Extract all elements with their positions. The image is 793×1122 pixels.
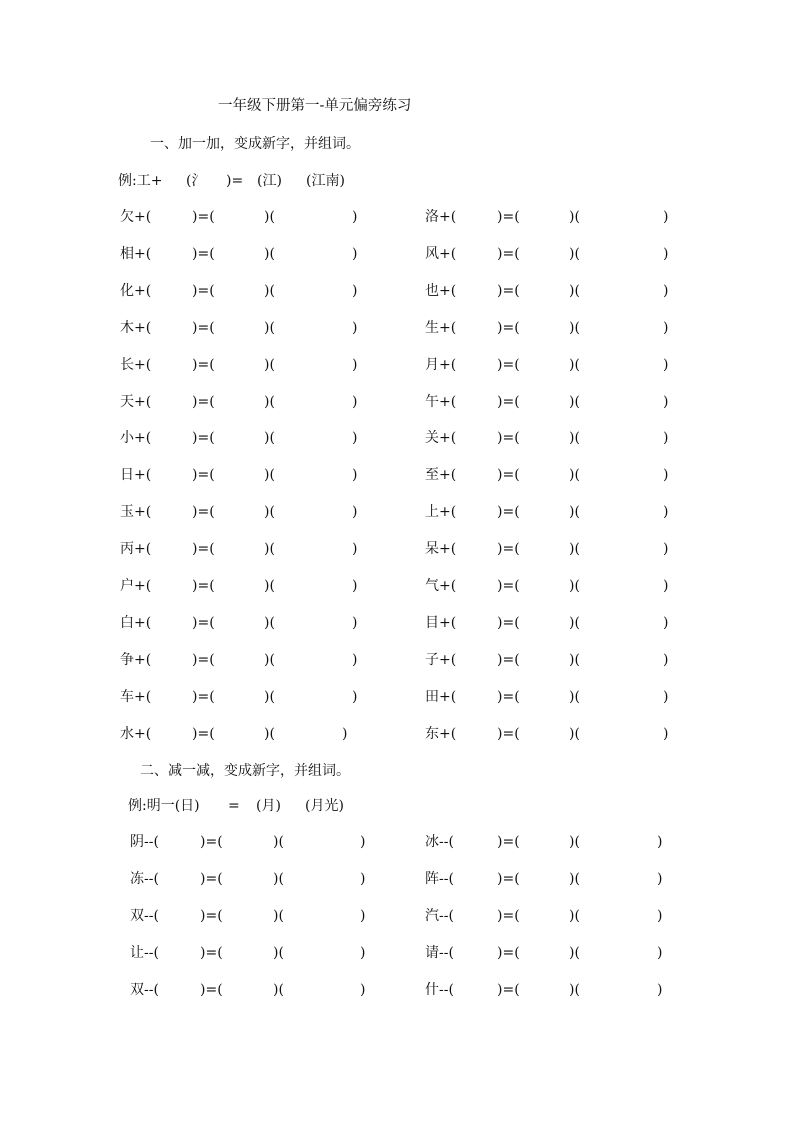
blank-close[interactable]: ) — [352, 245, 358, 262]
blank-close[interactable]: ) — [663, 430, 669, 447]
item-label: 化+( — [120, 282, 152, 299]
blank-equals[interactable]: )=( — [497, 907, 520, 924]
blank-close[interactable]: ) — [663, 282, 669, 299]
item-label: 月+( — [425, 356, 457, 373]
blank-close[interactable]: ) — [352, 578, 358, 594]
blank-close[interactable]: ) — [360, 907, 366, 924]
item-label: 水+( — [120, 725, 152, 742]
blank-equals[interactable]: )=( — [200, 944, 223, 961]
blank-close[interactable]: ) — [360, 981, 366, 998]
blank-close[interactable]: ) — [342, 725, 348, 742]
item-label: 呆+( — [425, 541, 457, 558]
item-label: 至+( — [425, 467, 457, 484]
blank-close-open[interactable]: )( — [264, 541, 275, 558]
blank-close[interactable]: ) — [360, 944, 366, 961]
blank-close[interactable]: ) — [360, 870, 366, 887]
item-label: 东+( — [425, 725, 457, 742]
blank-equals[interactable]: )=( — [200, 870, 223, 887]
blank-equals[interactable]: )=( — [497, 688, 520, 705]
blank-equals[interactable]: )=( — [497, 504, 520, 521]
blank-close-open[interactable]: )( — [569, 319, 580, 336]
item-label: 相+( — [120, 245, 152, 262]
blank-close[interactable]: ) — [352, 319, 358, 336]
blank-close[interactable]: ) — [352, 541, 358, 558]
blank-equals[interactable]: )=( — [497, 541, 520, 558]
example-part: 例:工+ — [118, 173, 163, 189]
blank-equals[interactable]: )=( — [497, 393, 520, 410]
blank-close-open[interactable]: )( — [569, 393, 580, 410]
blank-equals[interactable]: )=( — [497, 282, 520, 299]
blank-close[interactable]: ) — [352, 393, 358, 410]
blank-equals[interactable]: )=( — [192, 467, 215, 484]
item-label: 户+( — [120, 578, 152, 594]
item-label: 木+( — [120, 319, 152, 336]
blank-close-open[interactable]: )( — [273, 944, 284, 961]
blank-close-open[interactable]: )( — [273, 981, 284, 998]
example-part: )= — [226, 173, 244, 189]
blank-equals[interactable]: )=( — [497, 944, 520, 961]
item-label: 午+( — [425, 393, 457, 410]
blank-equals[interactable]: )=( — [200, 981, 223, 998]
item-label: 双--( — [130, 907, 159, 924]
blank-close[interactable]: ) — [663, 467, 669, 484]
blank-close[interactable]: ) — [657, 870, 663, 887]
blank-equals[interactable]: )=( — [497, 356, 520, 373]
item-label: 玉+( — [120, 504, 152, 521]
section1-example — [118, 172, 345, 280]
blank-close-open[interactable]: )( — [569, 209, 580, 225]
blank-close-open[interactable]: )( — [273, 907, 284, 924]
blank-close-open[interactable]: )( — [569, 356, 580, 373]
blank-close[interactable]: ) — [663, 541, 669, 558]
example-part: (江) — [257, 173, 282, 189]
blank-close-open[interactable]: )( — [569, 725, 580, 742]
item-label: 田+( — [425, 688, 457, 705]
blank-equals[interactable]: )=( — [192, 393, 215, 410]
blank-close-open[interactable]: )( — [569, 981, 580, 998]
blank-close[interactable]: ) — [352, 688, 358, 705]
blank-close-open[interactable]: )( — [569, 282, 580, 299]
blank-close[interactable]: ) — [663, 725, 669, 742]
blank-close-open[interactable]: )( — [569, 907, 580, 924]
blank-close-open[interactable]: )( — [264, 430, 275, 447]
section2-heading: 二、减一减，变成新字，并组词。 — [140, 763, 350, 779]
blank-close-open[interactable]: )( — [264, 614, 275, 631]
blank-equals[interactable]: )=( — [192, 614, 215, 631]
blank-close[interactable]: ) — [663, 356, 669, 373]
blank-close[interactable]: ) — [352, 430, 358, 447]
blank-equals[interactable]: )=( — [192, 688, 215, 705]
blank-close-open[interactable]: )( — [264, 245, 275, 262]
blank-equals[interactable]: )=( — [497, 834, 520, 850]
item-label: 上+( — [425, 504, 457, 521]
section1-heading: 一、加一加，变成新字，并组词。 — [150, 136, 360, 152]
item-label: 争+( — [120, 651, 152, 668]
blank-equals[interactable]: )=( — [497, 614, 520, 631]
blank-close-open[interactable]: )( — [569, 430, 580, 447]
blank-equals[interactable]: )=( — [497, 319, 520, 336]
blank-close[interactable]: ) — [352, 651, 358, 668]
blank-equals[interactable]: )=( — [497, 725, 520, 742]
blank-equals[interactable]: )=( — [192, 541, 215, 558]
blank-close-open[interactable]: )( — [569, 467, 580, 484]
blank-close-open[interactable]: )( — [264, 688, 275, 705]
blank-close-open[interactable]: )( — [264, 467, 275, 484]
blank-close[interactable]: ) — [657, 907, 663, 924]
blank-close[interactable]: ) — [360, 834, 366, 850]
blank-close-open[interactable]: )( — [569, 688, 580, 705]
blank-close-open[interactable]: )( — [569, 651, 580, 668]
example-part: (月) — [256, 798, 281, 814]
blank-close-open[interactable]: )( — [569, 834, 580, 850]
blank-equals[interactable]: )=( — [497, 430, 520, 447]
blank-close[interactable]: ) — [352, 356, 358, 373]
blank-close-open[interactable]: )( — [569, 944, 580, 961]
item-label: 车+( — [120, 688, 152, 705]
example-part: 例:明一(日) — [128, 798, 200, 814]
blank-close[interactable]: ) — [657, 834, 663, 850]
blank-close[interactable]: ) — [352, 614, 358, 631]
blank-close-open[interactable]: )( — [569, 504, 580, 521]
blank-equals[interactable]: )=( — [497, 651, 520, 668]
blank-equals[interactable]: )=( — [497, 981, 520, 998]
blank-equals[interactable]: )=( — [200, 907, 223, 924]
item-label: 阴--( — [130, 834, 159, 850]
blank-close[interactable]: ) — [663, 245, 669, 262]
item-label: 冻--( — [130, 870, 159, 887]
item-label: 目+( — [425, 614, 457, 631]
blank-close-open[interactable]: )( — [264, 282, 275, 299]
blank-equals[interactable]: )=( — [192, 209, 215, 225]
blank-close[interactable]: ) — [663, 614, 669, 631]
item-label: 洛+( — [425, 209, 457, 225]
blank-equals[interactable]: )=( — [192, 282, 215, 299]
blank-equals[interactable]: )=( — [497, 467, 520, 484]
blank-close[interactable]: ) — [663, 651, 669, 668]
item-label: 欠+( — [120, 209, 152, 225]
blank-close[interactable]: ) — [352, 467, 358, 484]
blank-close[interactable]: ) — [657, 944, 663, 961]
blank-equals[interactable]: )=( — [192, 725, 215, 742]
item-label: 阵--( — [425, 870, 454, 887]
blank-close-open[interactable]: )( — [264, 578, 275, 594]
blank-close-open[interactable]: )( — [569, 870, 580, 887]
item-label: 白+( — [120, 614, 152, 631]
blank-close-open[interactable]: )( — [569, 245, 580, 262]
item-label: 子+( — [425, 651, 457, 668]
blank-equals[interactable]: )=( — [200, 834, 223, 850]
blank-close-open[interactable]: )( — [569, 614, 580, 631]
item-label: 什--( — [425, 981, 454, 998]
item-label: 双--( — [130, 981, 159, 998]
blank-equals[interactable]: )=( — [497, 209, 520, 225]
example-part: (月光) — [305, 798, 344, 814]
item-label: 冰--( — [425, 834, 454, 850]
example-part: (江南) — [306, 173, 345, 189]
blank-equals[interactable]: )=( — [497, 578, 520, 594]
blank-close[interactable]: ) — [663, 319, 669, 336]
blank-close[interactable]: ) — [352, 282, 358, 299]
page-title: 一年级下册第一-单元偏旁练习 — [218, 98, 412, 114]
blank-close[interactable]: ) — [663, 393, 669, 410]
blank-equals[interactable]: )=( — [192, 651, 215, 668]
blank-equals[interactable]: )=( — [192, 245, 215, 262]
blank-close[interactable]: ) — [352, 504, 358, 521]
blank-equals[interactable]: )=( — [192, 578, 215, 594]
blank-close-open[interactable]: )( — [264, 209, 275, 225]
example-part: = — [228, 798, 240, 814]
example-part: (氵 — [186, 173, 206, 189]
blank-close-open[interactable]: )( — [264, 356, 275, 373]
item-label: 小+( — [120, 430, 152, 447]
blank-close[interactable]: ) — [663, 578, 669, 594]
blank-close-open[interactable]: )( — [569, 578, 580, 594]
item-label: 风+( — [425, 245, 457, 262]
blank-equals[interactable]: )=( — [192, 356, 215, 373]
item-label: 也+( — [425, 282, 457, 299]
blank-close-open[interactable]: )( — [273, 834, 284, 850]
item-label: 天+( — [120, 393, 152, 410]
blank-close[interactable]: ) — [663, 688, 669, 705]
blank-close-open[interactable]: )( — [264, 725, 275, 742]
blank-close-open[interactable]: )( — [264, 504, 275, 521]
item-label: 日+( — [120, 467, 152, 484]
blank-close-open[interactable]: )( — [264, 393, 275, 410]
blank-close[interactable]: ) — [663, 504, 669, 521]
item-label: 请--( — [425, 944, 454, 961]
blank-close-open[interactable]: )( — [264, 651, 275, 668]
blank-equals[interactable]: )=( — [192, 504, 215, 521]
item-label: 气+( — [425, 578, 457, 594]
blank-equals[interactable]: )=( — [192, 430, 215, 447]
blank-close-open[interactable]: )( — [273, 870, 284, 887]
blank-close[interactable]: ) — [352, 209, 358, 225]
item-label: 关+( — [425, 430, 457, 447]
item-label: 生+( — [425, 319, 457, 336]
blank-close[interactable]: ) — [657, 981, 663, 998]
blank-close-open[interactable]: )( — [264, 319, 275, 336]
item-label: 让--( — [130, 944, 159, 961]
blank-close[interactable]: ) — [663, 209, 669, 225]
blank-close-open[interactable]: )( — [569, 541, 580, 558]
blank-equals[interactable]: )=( — [497, 870, 520, 887]
item-label: 长+( — [120, 356, 152, 373]
item-label: 丙+( — [120, 541, 152, 558]
item-label: 汽--( — [425, 907, 454, 924]
blank-equals[interactable]: )=( — [497, 245, 520, 262]
blank-equals[interactable]: )=( — [192, 319, 215, 336]
